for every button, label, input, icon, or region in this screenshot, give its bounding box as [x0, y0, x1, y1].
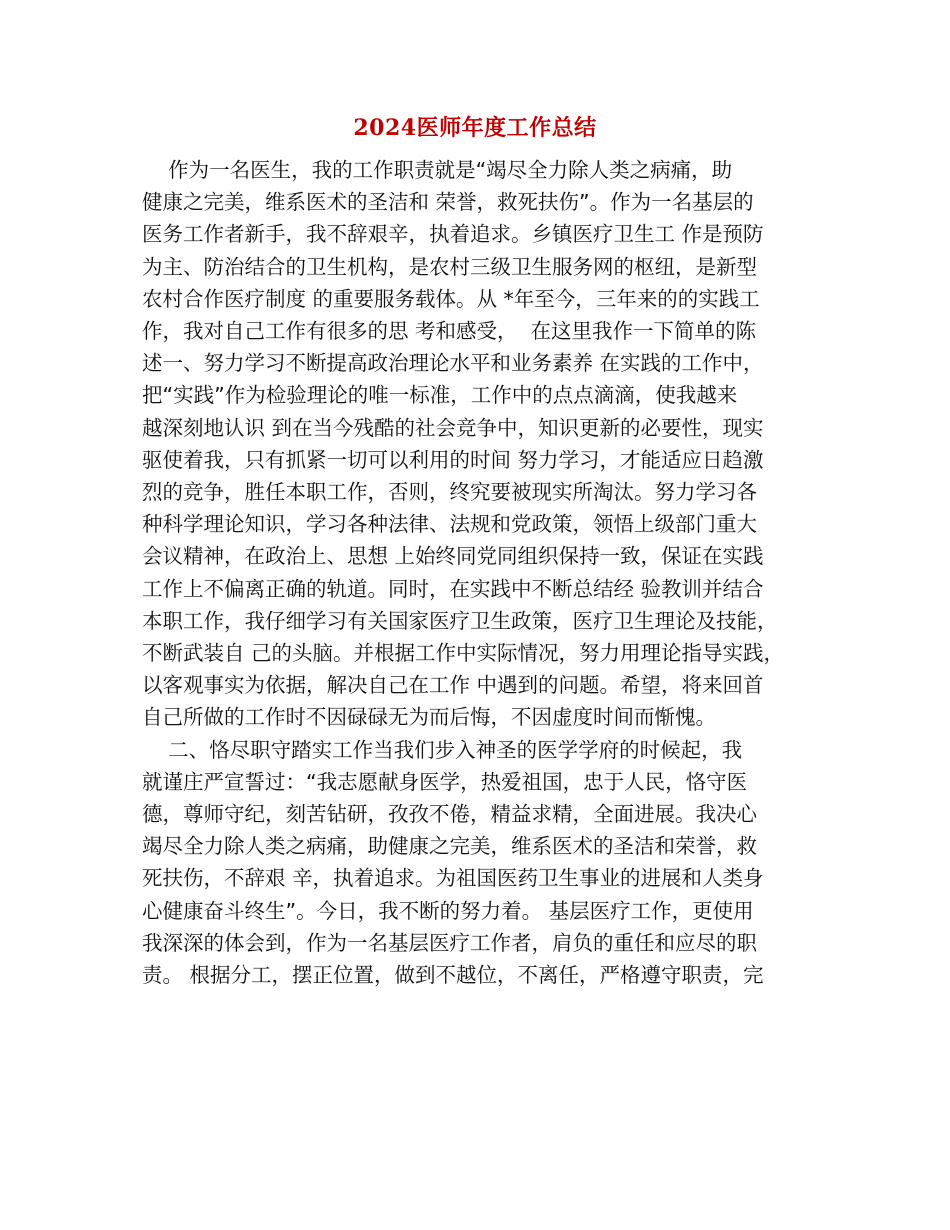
paragraph-line: 健康之完美，维系医术的圣洁和 荣誉，救死扶伤”。作为一名基层的: [142, 190, 754, 215]
paragraph-line: 会议精神，在政治上、思想 上始终同党同组织保持一致，保证在实践: [142, 544, 764, 569]
paragraph-line: 就谨庄严宣誓过：“我志愿献身医学，热爱祖国，忠于人民，恪守医: [142, 769, 748, 794]
paragraph-line: 本职工作，我仔细学习有关国家医疗卫生政策，医疗卫生理论及技能，: [142, 608, 778, 633]
paragraph-line: 死扶伤，不辞艰 辛，执着追求。为祖国医药卫生事业的进展和人类身: [142, 866, 764, 891]
document-title: 2024医师年度工作总结: [353, 115, 597, 141]
paragraph-line: 种科学理论知识，学习各种法律、法规和党政策，领悟上级部门重大: [142, 512, 757, 537]
paragraph-line: 农村合作医疗制度 的重要服务载体。从 *年至今，三年来的的实践工: [142, 286, 760, 311]
paragraph-line: 不断武装自 己的头脑。并根据工作中实际情况，努力用理论指导实践，: [142, 641, 785, 665]
paragraph-line: 心健康奋斗终生”。今日，我不断的努力着。 基层医疗工作，更使用: [142, 898, 754, 923]
paragraph-line: 作，我对自己工作有很多的思 考和感受， 在这里我作一下简单的陈: [142, 319, 757, 343]
paragraph-line: 烈的竞争，胜任本职工作，否则，终究要被现实所淘汰。努力学习各: [142, 480, 757, 504]
paragraph-line: 以客观事实为依据，解决自己在工作 中遇到的问题。希望，将来回首: [142, 673, 764, 698]
paragraph-line: 医务工作者新手，我不辞艰辛，执着追求。乡镇医疗卫生工 作是预防: [142, 222, 764, 247]
paragraph-line: 工作上不偏离正确的轨道。同时，在实践中不断总结经 验教训并结合: [142, 576, 764, 601]
paragraph-line: 德，尊师守纪，刻苦钻研，孜孜不倦，精益求精，全面进展。我决心: [142, 802, 757, 826]
paragraph-line: 二、恪尽职守踏实工作当我们步入神圣的医学学府的时候起，我: [142, 737, 743, 762]
paragraph-line: 述一、努力学习不断提高政治理论水平和业务素养 在实践的工作中，: [142, 351, 764, 376]
paragraph-line: 越深刻地认识 到在当今残酷的社会竞争中，知识更新的必要性，现实: [142, 415, 764, 440]
paragraph-line: 为主、防治结合的卫生机构，是农村三级卫生服务网的枢纽，是新型: [142, 254, 757, 279]
paragraph-line: 自己所做的工作时不因碌碌无为而后悔，不因虚度时间而惭愧。: [142, 705, 716, 730]
paragraph-line: 责。 根据分工，摆正位置，做到不越位，不离任，严格遵守职责，完: [142, 963, 764, 987]
paragraph-line: 竭尽全力除人类之病痛，助健康之完美，维系医术的圣洁和荣誉，救: [142, 834, 757, 859]
paragraph-line: 驱使着我，只有抓紧一切可以利用的时间 努力学习，才能适应日趋激: [142, 447, 764, 472]
paragraph-line: 我深深的体会到，作为一名基层医疗工作者，肩负的重任和应尽的职: [142, 930, 757, 955]
paragraph-line: 作为一名医生，我的工作职责就是“竭尽全力除人类之病痛，助: [142, 158, 733, 182]
paragraph-line: 把“实践”作为检验理论的唯一标准，工作中的点点滴滴，使我越来: [142, 383, 738, 408]
